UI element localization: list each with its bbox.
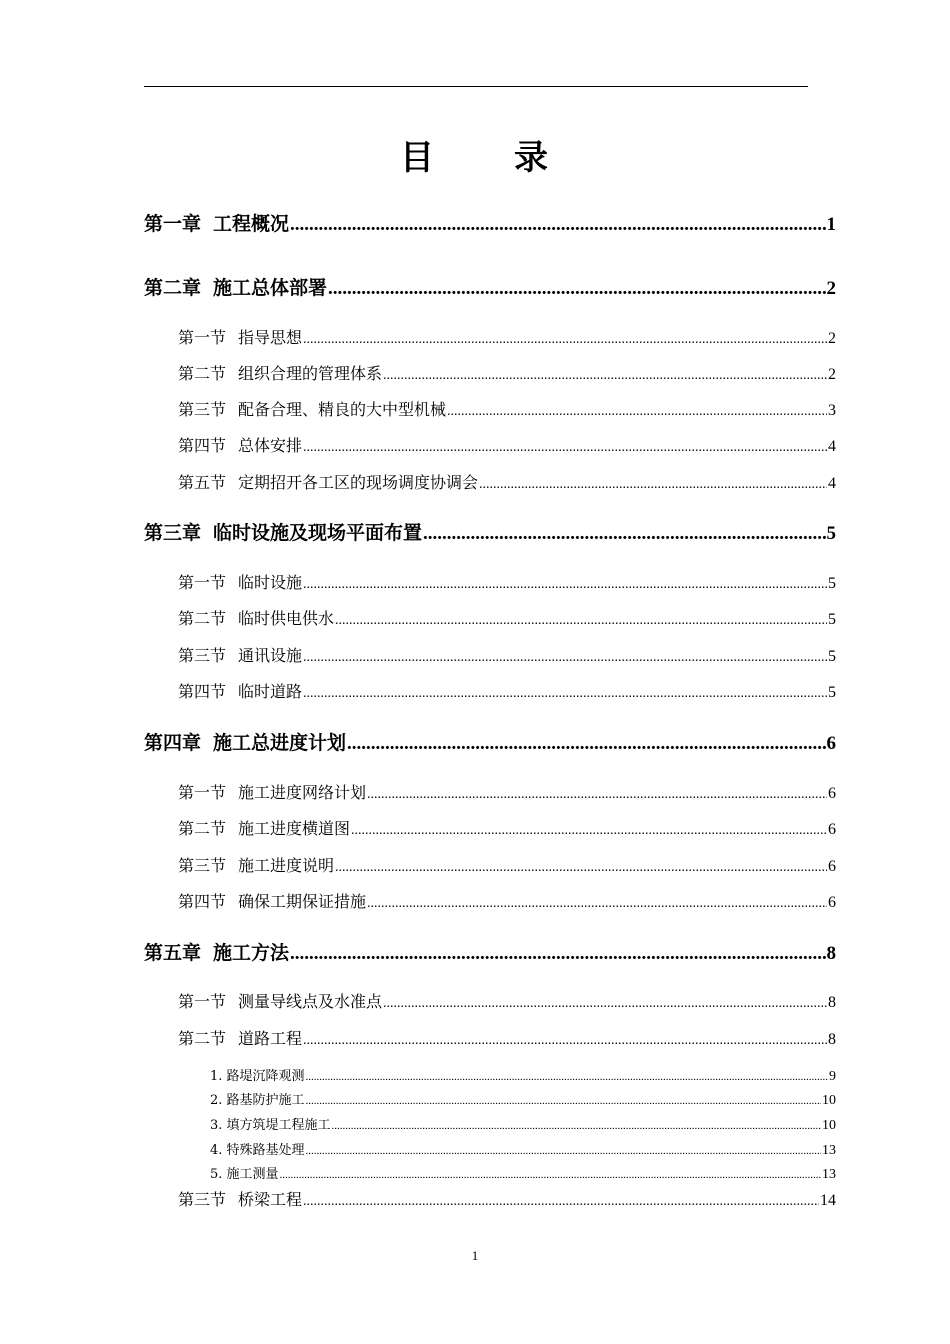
- toc-section[interactable]: [178, 679, 836, 702]
- section-number: 第四节: [178, 436, 227, 455]
- chapter-number: 第三章: [144, 522, 202, 544]
- leader-dots: [303, 650, 827, 666]
- section-number: 第三节: [178, 400, 227, 419]
- toc-section[interactable]: [178, 325, 836, 348]
- toc-chapter-2[interactable]: [144, 273, 836, 300]
- section-number: 第四节: [178, 682, 227, 701]
- chapter-number: 第一章: [144, 213, 202, 235]
- toc-section[interactable]: [178, 989, 836, 1012]
- leader-dots: [383, 996, 827, 1012]
- leader-dots: [290, 214, 825, 236]
- section-title: 定期招开各工区的现场调度协调会: [238, 473, 479, 492]
- section-title: 指导思想: [238, 328, 303, 347]
- page-ref: 6: [826, 733, 836, 754]
- page-ref: 2: [828, 366, 836, 383]
- leader-dots: [280, 1169, 821, 1181]
- section-title: 道路工程: [238, 1029, 303, 1048]
- subsection-title: 2. 路基防护施工: [210, 1093, 305, 1108]
- header-rule: [144, 86, 808, 87]
- leader-dots: [303, 1033, 827, 1049]
- page-ref: 6: [828, 821, 836, 838]
- toc-section[interactable]: [178, 853, 836, 876]
- toc-subsection[interactable]: [210, 1163, 836, 1183]
- section-number: 第三节: [178, 856, 227, 875]
- toc-section[interactable]: [178, 361, 836, 384]
- leader-dots: [328, 278, 825, 300]
- leader-dots: [447, 404, 827, 420]
- section-title: 施工进度横道图: [238, 819, 351, 838]
- page-ref: 5: [828, 575, 836, 592]
- leader-dots: [479, 477, 827, 493]
- section-number: 第三节: [178, 1190, 227, 1209]
- page-ref: 6: [828, 894, 836, 911]
- page-ref: 10: [822, 1118, 836, 1133]
- toc-chapter-1[interactable]: [144, 209, 836, 236]
- leader-dots: [332, 1120, 821, 1132]
- toc-section[interactable]: [178, 570, 836, 593]
- chapter-title: 施工方法: [213, 942, 290, 964]
- toc-section[interactable]: [178, 780, 836, 803]
- section-number: 第二节: [178, 609, 227, 628]
- leader-dots: [351, 823, 827, 839]
- toc-chapter-3[interactable]: [144, 518, 836, 545]
- toc-chapter-4[interactable]: [144, 728, 836, 755]
- page-ref: 4: [828, 475, 836, 492]
- section-title: 确保工期保证措施: [238, 892, 367, 911]
- chapter-number: 第二章: [144, 277, 202, 299]
- leader-dots: [303, 577, 827, 593]
- section-number: 第二节: [178, 819, 227, 838]
- section-number: 第一节: [178, 328, 227, 347]
- toc-title: [0, 130, 950, 179]
- page-ref: 3: [828, 402, 836, 419]
- page-number: 1: [471, 1248, 479, 1263]
- toc-title-right: 录: [514, 138, 550, 178]
- leader-dots: [383, 368, 827, 384]
- page-ref: 8: [828, 1031, 836, 1048]
- leader-dots: [303, 686, 827, 702]
- chapter-title: 临时设施及现场平面布置: [213, 522, 423, 544]
- page-ref: 8: [828, 994, 836, 1011]
- leader-dots: [367, 787, 827, 803]
- page-ref: 5: [828, 648, 836, 665]
- section-title: 临时供电供水: [238, 609, 335, 628]
- toc-section[interactable]: [178, 889, 836, 912]
- section-number: 第一节: [178, 783, 227, 802]
- section-title: 桥梁工程: [238, 1190, 303, 1209]
- page-ref: 6: [828, 785, 836, 802]
- leader-dots: [423, 523, 825, 545]
- leader-dots: [303, 440, 827, 456]
- section-title: 总体安排: [238, 436, 303, 455]
- chapter-number: 第四章: [144, 732, 202, 754]
- chapter-number: 第五章: [144, 942, 202, 964]
- page-ref: 13: [822, 1143, 836, 1158]
- page-ref: 14: [820, 1192, 836, 1209]
- leader-dots: [306, 1095, 821, 1107]
- leader-dots: [306, 1071, 828, 1083]
- toc-section[interactable]: [178, 433, 836, 456]
- leader-dots: [335, 613, 827, 629]
- chapter-title: 工程概况: [213, 213, 290, 235]
- subsection-title: 3. 填方筑堤工程施工: [210, 1118, 331, 1133]
- section-title: 通讯设施: [238, 646, 303, 665]
- section-number: 第三节: [178, 646, 227, 665]
- leader-dots: [303, 1194, 819, 1210]
- toc-subsection[interactable]: [210, 1139, 836, 1159]
- subsection-title: 5. 施工测量: [210, 1167, 279, 1182]
- section-title: 组织合理的管理体系: [238, 364, 383, 383]
- toc-section[interactable]: [178, 643, 836, 666]
- section-title: 施工进度说明: [238, 856, 335, 875]
- page-ref: 4: [828, 438, 836, 455]
- section-title: 配备合理、精良的大中型机械: [238, 400, 447, 419]
- toc-section[interactable]: [178, 470, 836, 493]
- section-number: 第二节: [178, 1029, 227, 1048]
- toc-section[interactable]: [178, 816, 836, 839]
- section-number: 第五节: [178, 473, 227, 492]
- page-ref: 13: [822, 1167, 836, 1182]
- toc-subsection[interactable]: [210, 1065, 836, 1085]
- page-ref: 2: [826, 278, 836, 299]
- toc-title-left: 目: [400, 138, 436, 178]
- chapter-title: 施工总进度计划: [213, 732, 347, 754]
- section-number: 第四节: [178, 892, 227, 911]
- subsection-title: 1. 路堤沉降观测: [210, 1069, 305, 1084]
- toc-chapter-5[interactable]: [144, 938, 836, 965]
- section-title: 施工进度网络计划: [238, 783, 367, 802]
- section-number: 第一节: [178, 992, 227, 1011]
- toc-subsection[interactable]: [210, 1114, 836, 1134]
- section-title: 临时设施: [238, 573, 303, 592]
- section-title: 测量导线点及水准点: [238, 992, 383, 1011]
- toc-section[interactable]: [178, 1026, 836, 1049]
- toc-section[interactable]: [178, 1187, 836, 1210]
- page-ref: 5: [826, 523, 836, 544]
- page-ref: 8: [826, 943, 836, 964]
- subsection-title: 4. 特殊路基处理: [210, 1143, 305, 1158]
- leader-dots: [306, 1145, 821, 1157]
- page-ref: 2: [828, 330, 836, 347]
- page-ref: 5: [828, 611, 836, 628]
- page-ref: 5: [828, 684, 836, 701]
- leader-dots: [290, 943, 825, 965]
- toc-section[interactable]: [178, 397, 836, 420]
- page-ref: 1: [826, 214, 836, 235]
- leader-dots: [347, 733, 825, 755]
- toc-subsection[interactable]: [210, 1089, 836, 1109]
- leader-dots: [303, 332, 827, 348]
- section-title: 临时道路: [238, 682, 303, 701]
- page-ref: 10: [822, 1093, 836, 1108]
- leader-dots: [367, 896, 827, 912]
- section-number: 第二节: [178, 364, 227, 383]
- page-ref: 9: [829, 1069, 836, 1084]
- toc-section[interactable]: [178, 606, 836, 629]
- section-number: 第一节: [178, 573, 227, 592]
- leader-dots: [335, 860, 827, 876]
- chapter-title: 施工总体部署: [213, 277, 328, 299]
- page-ref: 6: [828, 858, 836, 875]
